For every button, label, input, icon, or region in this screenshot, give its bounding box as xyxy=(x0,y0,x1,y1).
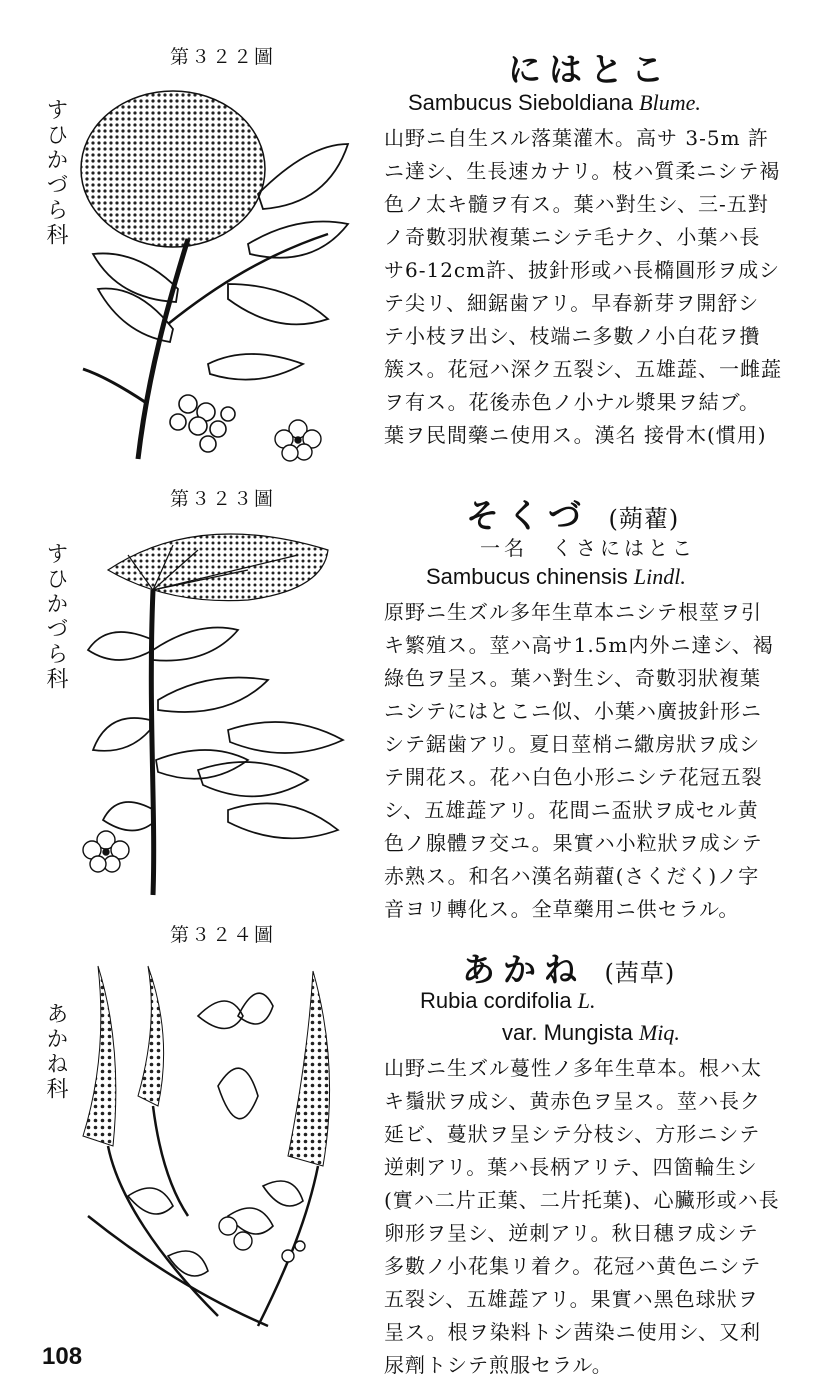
description-line: 山野ニ自生スル落葉灌木。高サ 3-5m 許 xyxy=(384,126,769,150)
page-number: 108 xyxy=(42,1343,83,1370)
scientific-author: Blume. xyxy=(639,90,701,115)
scientific-author: L. xyxy=(577,988,596,1013)
family-label: あかね科 xyxy=(43,1002,68,1102)
description-line: 色ノ太キ髓ヲ有ス。葉ハ對生シ、三-五對 xyxy=(384,192,769,216)
japanese-name xyxy=(508,44,672,91)
scientific-variety-name: var. Mungista xyxy=(502,1020,633,1045)
figure-label: 第３２４圖 xyxy=(170,924,276,946)
scientific-author: Lindl. xyxy=(633,564,686,589)
description-line: 多數ノ小花集リ着ク。花冠ハ黄色ニシテ xyxy=(384,1254,762,1278)
figure-label: 第３２３圖 xyxy=(170,488,276,510)
description-line: ノ奇數羽狀複葉ニシテ毛ナク、小葉ハ長 xyxy=(384,225,761,249)
description-line: 原野ニ生ズル多年生草本ニシテ根莖ヲ引 xyxy=(384,600,762,624)
japanese-name xyxy=(466,490,679,537)
scientific-binomial: Sambucus chinensis xyxy=(426,564,628,589)
japanese-name-kanji: (蒴藋) xyxy=(608,505,680,533)
scientific-name xyxy=(426,564,686,590)
family-label: すひかづら科 xyxy=(43,98,68,248)
description-line: シ、五雄蕋アリ。花間ニ盃狀ヲ成セル黄 xyxy=(384,798,759,822)
scientific-binomial: Sambucus Sieboldiana xyxy=(408,90,634,115)
description-line: 五裂シ、五雄蕋アリ。果實ハ黑色球狀ヲ xyxy=(384,1287,759,1311)
japanese-name-kana: にはとこ xyxy=(508,50,672,89)
description-line: 逆刺アリ。葉ハ長柄アリテ、四箇輪生シ xyxy=(384,1155,758,1179)
description-line: ヲ有ス。花後赤色ノ小ナル漿果ヲ結ブ。 xyxy=(384,390,760,414)
description-line: キ鬚狀ヲ成シ、黄赤色ヲ呈ス。莖ハ長ク xyxy=(384,1089,761,1113)
scientific-variety-author: Miq. xyxy=(638,1020,680,1045)
description xyxy=(384,122,824,452)
description-line: 延ビ、蔓狀ヲ呈シテ分枝シ、方形ニシテ xyxy=(384,1122,761,1146)
alternate-name: 一名 くさにはとこ xyxy=(480,536,696,560)
family-label: すひかづら科 xyxy=(43,542,68,692)
description-line: 音ヨリ轉化ス。全草藥用ニ供セラル。 xyxy=(384,897,740,921)
scientific-variety xyxy=(502,1020,680,1046)
japanese-name-kana: そくづ xyxy=(466,496,589,535)
description-line: サ6-12cm許、披針形或ハ長橢圓形ヲ成シ xyxy=(384,258,781,282)
figure-label: 第３２２圖 xyxy=(170,46,276,68)
description-line: 葉ヲ民間藥ニ使用ス。漢名 接骨木(慣用) xyxy=(384,423,767,447)
description-line: 色ノ腺體ヲ交ユ。果實ハ小粒狀ヲ成シテ xyxy=(384,831,763,855)
madder-illustration xyxy=(78,956,360,1328)
description-line: (實ハ二片正葉、二片托葉)、心臟形或ハ長 xyxy=(384,1188,780,1212)
description-line: ニ達シ、生長速カナリ。枝ハ質柔ニシテ褐 xyxy=(384,159,781,183)
description-line: シテ鋸歯アリ。夏日莖梢ニ繖房狀ヲ成シ xyxy=(384,732,761,756)
scientific-binomial: Rubia cordifolia xyxy=(420,988,572,1013)
description-line: テ尖リ、細鋸歯アリ。早春新芽ヲ開舒シ xyxy=(384,291,760,315)
japanese-name-kanji: (茜草) xyxy=(604,959,676,987)
description-line: テ開花ス。花ハ白色小形ニシテ花冠五裂 xyxy=(384,765,763,789)
description-line: 卵形ヲ呈シ、逆刺アリ。秋日穗ヲ成シテ xyxy=(384,1221,759,1245)
description-line: テ小枝ヲ出シ、枝端ニ多數ノ小白花ヲ攢 xyxy=(384,324,761,348)
description xyxy=(384,596,824,926)
description-line: 山野ニ生ズル蔓性ノ多年生草本。根ハ太 xyxy=(384,1056,762,1080)
description-line: 赤熟ス。和名ハ漢名蒴藋(さくだく)ノ字 xyxy=(384,864,760,888)
description-line: ニシテにはとこニ似、小葉ハ廣披針形ニ xyxy=(384,699,762,723)
japanese-name xyxy=(462,944,675,991)
scientific-name xyxy=(420,988,596,1014)
description xyxy=(384,1052,824,1382)
description-line: 尿劑トシテ煎服セラル。 xyxy=(384,1353,613,1377)
description-line: キ繁殖ス。莖ハ高サ1.5m内外ニ達シ、褐 xyxy=(384,633,774,657)
description-line: 呈ス。根ヲ染料トシ茜染ニ使用シ、又利 xyxy=(384,1320,761,1344)
elderberry-illustration xyxy=(78,74,360,464)
description-line: 綠色ヲ呈ス。葉ハ對生シ、奇數羽狀複葉 xyxy=(384,666,761,690)
scientific-name xyxy=(408,90,701,116)
japanese-name-kana: あかね xyxy=(462,950,585,989)
description-line: 簇ス。花冠ハ深ク五裂シ、五雄蕋、一雌蕋 xyxy=(384,357,782,381)
chinese-elder-illustration xyxy=(78,510,360,900)
